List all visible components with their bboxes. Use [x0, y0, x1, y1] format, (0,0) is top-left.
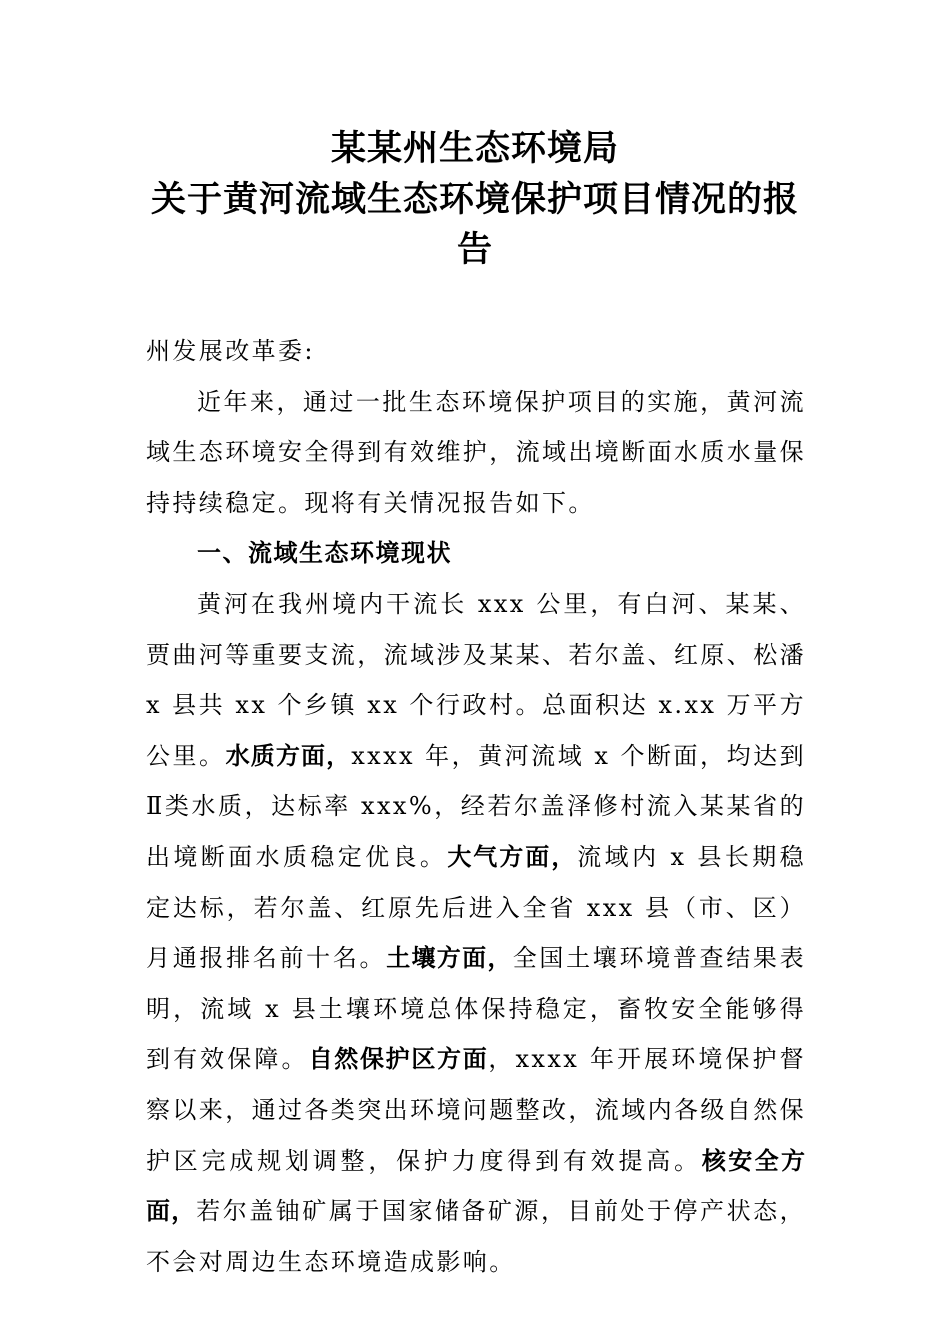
soil-label: 土壤方面， [386, 944, 513, 973]
intro-paragraph: 近年来，通过一批生态环境保护项目的实施，黄河流域生态环境安全得到有效维护，流域出境断面水质水量保持持续稳定。现将有关情况报告如下。 [146, 387, 806, 517]
section-intro-text: 黄河在我州境内干流长 xxx 公里，有白河、某某、贾曲河等重要支流，流域涉及某某、若尔盖、红原、松潘 x 县共 xx 个乡镇 xx 个行政村。总面积达 x.xx 万平方公里。 [146, 589, 806, 770]
air-label: 大气方面， [447, 842, 578, 871]
soil-text: 全国土壤环境普查结果表明，流域 x 县土壤环境总体保持稳定，畜牧安全能够得到有效保障。 [146, 944, 806, 1074]
document-body [146, 326, 806, 1287]
document-title-line-1: 某某州生态环境局 [330, 128, 619, 169]
addressee: 州发展改革委: [146, 337, 315, 365]
section-paragraph [146, 579, 806, 1287]
nuclear-safety-label: 核安全方面， [146, 1146, 807, 1226]
document-title-line-2: 关于黄河流域生态环境保护项目情况的报 [150, 179, 799, 220]
document-title-line-3: 告 [456, 229, 493, 270]
nuclear-safety-text: 若尔盖铀矿属于国家储备矿源，目前处于停产状态，不会对周边生态环境造成影响。 [146, 1197, 806, 1276]
nature-reserve-label: 自然保护区方面 [308, 1045, 489, 1074]
section-heading: 一、流域生态环境现状 [197, 539, 452, 568]
water-quality-text: xxxx 年，黄河流域 x 个断面，均达到Ⅱ类水质，达标率 xxx%，经若尔盖泽修村流入某某省的出境断面水质稳定优良。 [146, 741, 807, 871]
nature-reserve-text: ，xxxx 年开展环境保护督察以来，通过各类突出环境问题整改，流域内各级自然保护区完成规划调整，保护力度得到有效提高。 [146, 1045, 807, 1175]
water-quality-label: 水质方面， [225, 741, 352, 770]
air-text: 流域内 x 县长期稳定达标，若尔盖、红原先后进入全省 xxx 县（市、区）月通报排名前十名。 [146, 842, 807, 973]
